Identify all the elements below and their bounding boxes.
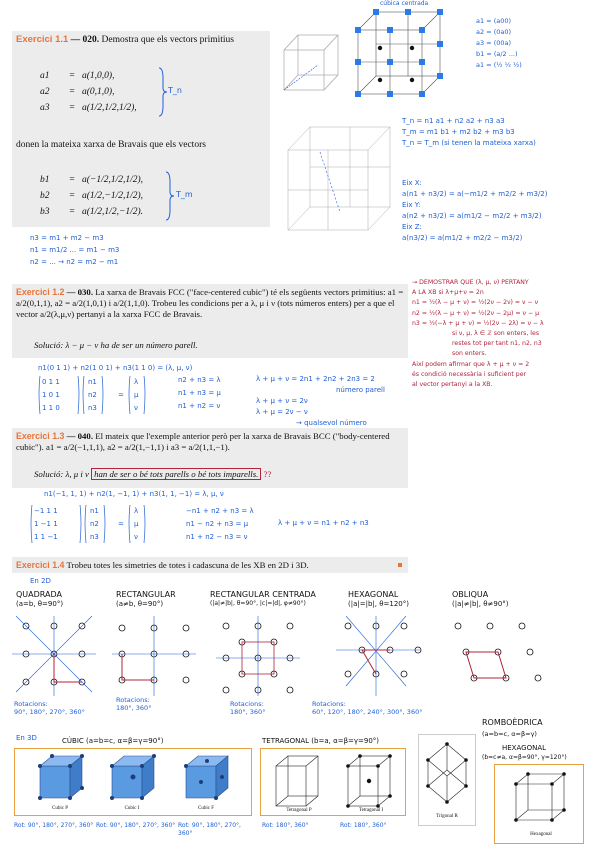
- 2d-heading: En 2D: [30, 577, 51, 585]
- svg-text:n2: n2: [88, 391, 97, 399]
- exercise-code: — 030.: [66, 287, 94, 297]
- rot-square: Rotacions: 90°, 180°, 270°, 360°: [14, 700, 85, 717]
- rect-lattice-sketch: [112, 616, 196, 696]
- note-line: a1 = (½ ½ ½): [476, 61, 522, 69]
- hand-notes-3b: [186, 505, 254, 544]
- note-line: λ + μ + ν = 2n1 + 2n2 + 2n3 = 2: [256, 375, 375, 383]
- exercise-1-3-text: [16, 431, 406, 453]
- tetra-title: TETRAGONAL (b=a, α=β=γ=90°): [262, 737, 380, 745]
- svg-text:n1: n1: [88, 378, 97, 386]
- note-line: n1(0 1 1) + n2(1 0 1) + n3(1 1 0) = (λ, μ, ν): [38, 364, 193, 372]
- highlighted-solution: han de ser o bé tots parells o bé tots imparells.: [91, 468, 261, 480]
- lattice-2d-rect-centered: RECTANGULAR CENTRADA (|a|≠|b|, θ=90°, |c|=|d|, φ≠90°): [210, 590, 316, 607]
- orange-marker: [398, 563, 402, 567]
- matrix-2: [38, 374, 158, 420]
- tetra-i-label: Tetragonal I: [358, 808, 384, 813]
- note-line: n2 + n3 = λ: [178, 376, 221, 384]
- note-line: Eix Z:: [402, 223, 422, 231]
- exercise-statement: Demostra que els vectors primitius: [101, 35, 234, 45]
- svg-text:n2: n2: [90, 520, 99, 528]
- svg-text:1 −1 1: 1 −1 1: [34, 520, 58, 528]
- double-cube-diagram: [280, 122, 400, 237]
- svg-text:1 1 −1: 1 1 −1: [34, 533, 58, 541]
- cubic-f-label: Cubic F: [198, 806, 214, 811]
- vectors-a-block: [40, 68, 137, 116]
- note-line: si ν, μ, λ ∈ ℤ son enters, les: [452, 330, 540, 338]
- note-line: a3 = (00a): [476, 39, 512, 47]
- tetra-rot-i: Rot: 180°, 360°: [340, 822, 387, 829]
- hand-notes-1: [30, 232, 119, 268]
- note-line: n3 = ½(−λ + μ + ν) = ½(2ν − 2λ) = ν − λ: [412, 319, 544, 327]
- middle-sentence: donen la mateixa xarxa de Bravais que els vectors: [16, 140, 206, 150]
- lattice-2d-oblique: OBLIQUA (|a|≠|b|, θ≠90°): [452, 590, 509, 608]
- note-line: → DEMOSTRAR QUE (λ, μ, ν) PERTANY: [412, 279, 529, 286]
- hand-notes-2c: [256, 374, 385, 429]
- svg-text:μ: μ: [134, 520, 139, 528]
- hexagonal-diagram: [506, 770, 576, 830]
- rhombo-cond: (a=b=c, α=β=γ): [482, 730, 537, 738]
- note-line: −n1 + n2 + n3 = λ: [186, 507, 254, 515]
- note-line: Eix X:: [402, 179, 422, 187]
- note-line: A LA XB si λ+μ+ν = 2n: [412, 289, 484, 297]
- vector-row: b3 = a(1/2,1/2,−1/2).: [40, 207, 144, 217]
- exercise-code: — 040.: [66, 431, 94, 441]
- cubic-f-diagram: [176, 752, 236, 804]
- cubic-i-diagram: [102, 752, 162, 804]
- exercise-statement: La xarxa de Bravais FCC ("face-centered cubic") té els següents vectors primitius: a1 = a/2(0,1,1), a2 = a/2(1,0,1) i a/2(1,1,0). Trobeu les condicions per a λ, μ i ν (tots números enters) per a que el vector a/2(λ,μ,ν) pertanyi a la xarxa FCC de Bravais.: [16, 287, 404, 319]
- note-line: T_m = m1 b1 + m2 b2 + m3 b3: [402, 128, 515, 136]
- cubic-centered-title: cúbica centrada: [380, 0, 429, 7]
- trigonal-r-diagram: [422, 740, 472, 810]
- tetragonal-i-diagram: [342, 752, 400, 810]
- note-line: λ + μ + ν = n1 + n2 + n3: [278, 519, 369, 527]
- note-line: n1 + n2 = ν: [178, 402, 221, 410]
- bracket-b-label: T_m: [176, 190, 193, 199]
- exercise-1-4-text: [16, 560, 309, 570]
- hand-notes-2: [38, 362, 408, 374]
- square-lattice-sketch: [12, 616, 96, 696]
- svg-text:1 0 1: 1 0 1: [42, 391, 60, 399]
- note-line: n1(−1, 1, 1) + n2(1, −1, 1) + n3(1, 1, −1) = λ, μ, ν: [44, 490, 224, 498]
- note-line: a(n1 + n3/2) = a(−m1/2 + m2/2 + m3/2): [402, 190, 548, 198]
- bracket-a-label: T_n: [168, 86, 182, 95]
- note-line: n1 + n3 = μ: [178, 389, 221, 397]
- svg-text:1 1 0: 1 1 0: [42, 404, 60, 412]
- note-line: n1 = ½(λ − μ + ν) = ½(2ν − 2ν) = ν − ν: [412, 299, 539, 307]
- exercise-label: Exercici 1.3: [16, 431, 65, 441]
- note-line: n2 = ½(λ − μ + ν) = ½(2ν − 2μ) = ν − μ: [412, 309, 540, 317]
- rot-rect-centered: Rotacions: 180°, 360°: [230, 700, 266, 717]
- rot-rect: Rotacions: 180°, 360°: [116, 696, 152, 713]
- rot-hex: Rotacions: 60°, 120°, 180°, 240°, 300°, 360°: [312, 700, 423, 717]
- cubic-rot-p: Rot: 90°, 180°, 270°, 360°: [14, 822, 94, 829]
- tn-notes: [402, 116, 536, 149]
- bcc-lattice-diagram: [352, 8, 462, 108]
- exercise-label: Exercici 1.4: [16, 560, 65, 570]
- vectors-b-block: [40, 172, 143, 220]
- svg-text:λ: λ: [134, 507, 139, 515]
- vector-row: b1 = a(−1/2,1/2,1/2),: [40, 175, 144, 185]
- hex-label: Hexagonal: [530, 832, 552, 837]
- lattice-2d-square: QUADRADA (a=b, θ=90°): [16, 590, 64, 608]
- notes-top-right: [476, 16, 522, 71]
- note-line: al vector pertanyi a la XB.: [412, 381, 493, 389]
- exercise-code: — 020.: [70, 35, 100, 45]
- exercise-1-2-text: [16, 287, 406, 320]
- note-line: Així podem afirmar que λ + μ + ν = 2: [412, 360, 530, 368]
- svg-text:ν: ν: [134, 533, 138, 541]
- note-line: n1 = m1/2 ... = m1 − m3: [30, 246, 120, 254]
- lattice-2d-hex: HEXAGONAL (|a|=|b|, θ=120°): [348, 590, 409, 608]
- note-line: b1 = (a/2 ...): [476, 50, 518, 58]
- exercise-statement: Trobeu totes les simetries de totes i cadascuna de les XB en 2D i 3D.: [66, 560, 309, 570]
- exercise-label: Exercici 1.1: [16, 34, 69, 45]
- svg-text:ν: ν: [134, 404, 138, 412]
- cubic-i-label: Cubic I: [124, 806, 140, 811]
- note-line: n3 = m1 + m2 − m3: [30, 234, 104, 242]
- oblique-lattice-sketch: [450, 616, 540, 696]
- exercise-1-1-header: [16, 34, 276, 45]
- exercise-1-2-solution: Solució: λ − μ − ν ha de ser un número parell.: [34, 340, 198, 350]
- note-line: n1 + n2 − n3 = ν: [186, 533, 248, 541]
- eq-right-block: [402, 178, 547, 244]
- note-line: → qualsevol número: [296, 419, 367, 427]
- hex-title: HEXAGONAL: [502, 744, 547, 752]
- hex-cond: (b=c≠a, α=β=90°, γ=120°): [482, 754, 567, 761]
- cubic-rot-i: Rot: 90°, 180°, 270°, 360°: [96, 822, 176, 829]
- svg-text:n1: n1: [90, 507, 99, 515]
- simple-cube-diagram: [278, 30, 348, 100]
- cubic-p-label: Cubic P: [52, 806, 68, 811]
- hand-notes-3: [44, 490, 224, 499]
- exercise-1-3-solution: Solució: λ, μ i ν han de ser o bé tots parells o bé tots imparells. ??: [34, 469, 272, 479]
- svg-text:n3: n3: [88, 404, 97, 412]
- matrix-3: [30, 503, 160, 549]
- vector-row: a2 = a(0,1,0),: [40, 87, 115, 97]
- cubic-rot-f: Rot: 90°, 180°, 270°, 360°: [178, 822, 241, 837]
- note-line: a1 = (a00): [476, 17, 512, 25]
- note-line: λ + μ = 2ν − ν: [256, 408, 308, 416]
- hex-lattice-sketch: [336, 616, 420, 696]
- note-line: son enters.: [452, 350, 487, 358]
- vector-row: b2 = a(1/2,−1/2,1/2),: [40, 191, 144, 201]
- svg-text:μ: μ: [134, 391, 139, 399]
- svg-text:=: =: [118, 391, 124, 399]
- lattice-2d-rect: RECTANGULAR (a≠b, θ=90°): [116, 590, 176, 608]
- note-line: T_n = T_m (si tenen la mateixa xarxa): [402, 139, 536, 147]
- rhombo-title: ROMBOÈDRICA: [482, 718, 543, 727]
- note-line: Eix Y:: [402, 201, 421, 209]
- 3d-heading: En 3D: [16, 734, 37, 742]
- tetragonal-p-diagram: [270, 752, 328, 810]
- exercise-statement: El mateix que l'exemple anterior però per la xarxa de Bravais BCC ("body-centered cubic"). a1 = a/2(−1,1,1), a2 = a/2(1,−1,1) i a3 = a/2(1,1,−1).: [16, 431, 390, 452]
- note-line: n2 = ... → n2 = m2 − m1: [30, 258, 119, 266]
- cubic-title: CÚBIC (a=b=c, α=β=γ=90°): [62, 737, 164, 745]
- tetra-p-label: Tetragonal P: [286, 808, 312, 813]
- hand-notes-2b: [178, 374, 221, 413]
- tetra-rot-p: Rot: 180°, 360°: [262, 822, 309, 829]
- note-line: n1 − n2 + n3 = μ: [186, 520, 249, 528]
- trigonal-label: Trigonal R: [436, 814, 458, 819]
- note-line: a2 = (0a0): [476, 28, 512, 36]
- svg-text:λ: λ: [134, 378, 139, 386]
- note-line: λ + μ + ν = 2ν: [256, 397, 308, 405]
- note-line: a(n2 + n3/2) = a(m1/2 − m2/2 + m3/2): [402, 212, 542, 220]
- svg-text:−1 1 1: −1 1 1: [34, 507, 58, 515]
- vector-row: a1 = a(1,0,0),: [40, 71, 115, 81]
- note-line: a(n3/2) = a(m1/2 + m2/2 − m3/2): [402, 234, 523, 242]
- note-line: és condició necessària i suficient per: [412, 370, 527, 378]
- cubic-p-diagram: [30, 752, 90, 804]
- svg-text:=: =: [118, 520, 124, 528]
- svg-text:n3: n3: [90, 533, 99, 541]
- svg-text:0 1 1: 0 1 1: [42, 378, 60, 386]
- exercise-label: Exercici 1.2: [16, 287, 65, 297]
- red-notes: [412, 278, 598, 390]
- note-line: número parell: [336, 386, 385, 394]
- note-line: restes tot per tant n1, n2, n3: [452, 340, 542, 348]
- vector-row: a3 = a(1/2,1/2,1/2),: [40, 103, 137, 113]
- hand-notes-3c: [278, 519, 369, 528]
- rect-centered-lattice-sketch: [216, 616, 300, 696]
- note-line: T_n = n1 a1 + n2 a2 + n3 a3: [402, 117, 505, 125]
